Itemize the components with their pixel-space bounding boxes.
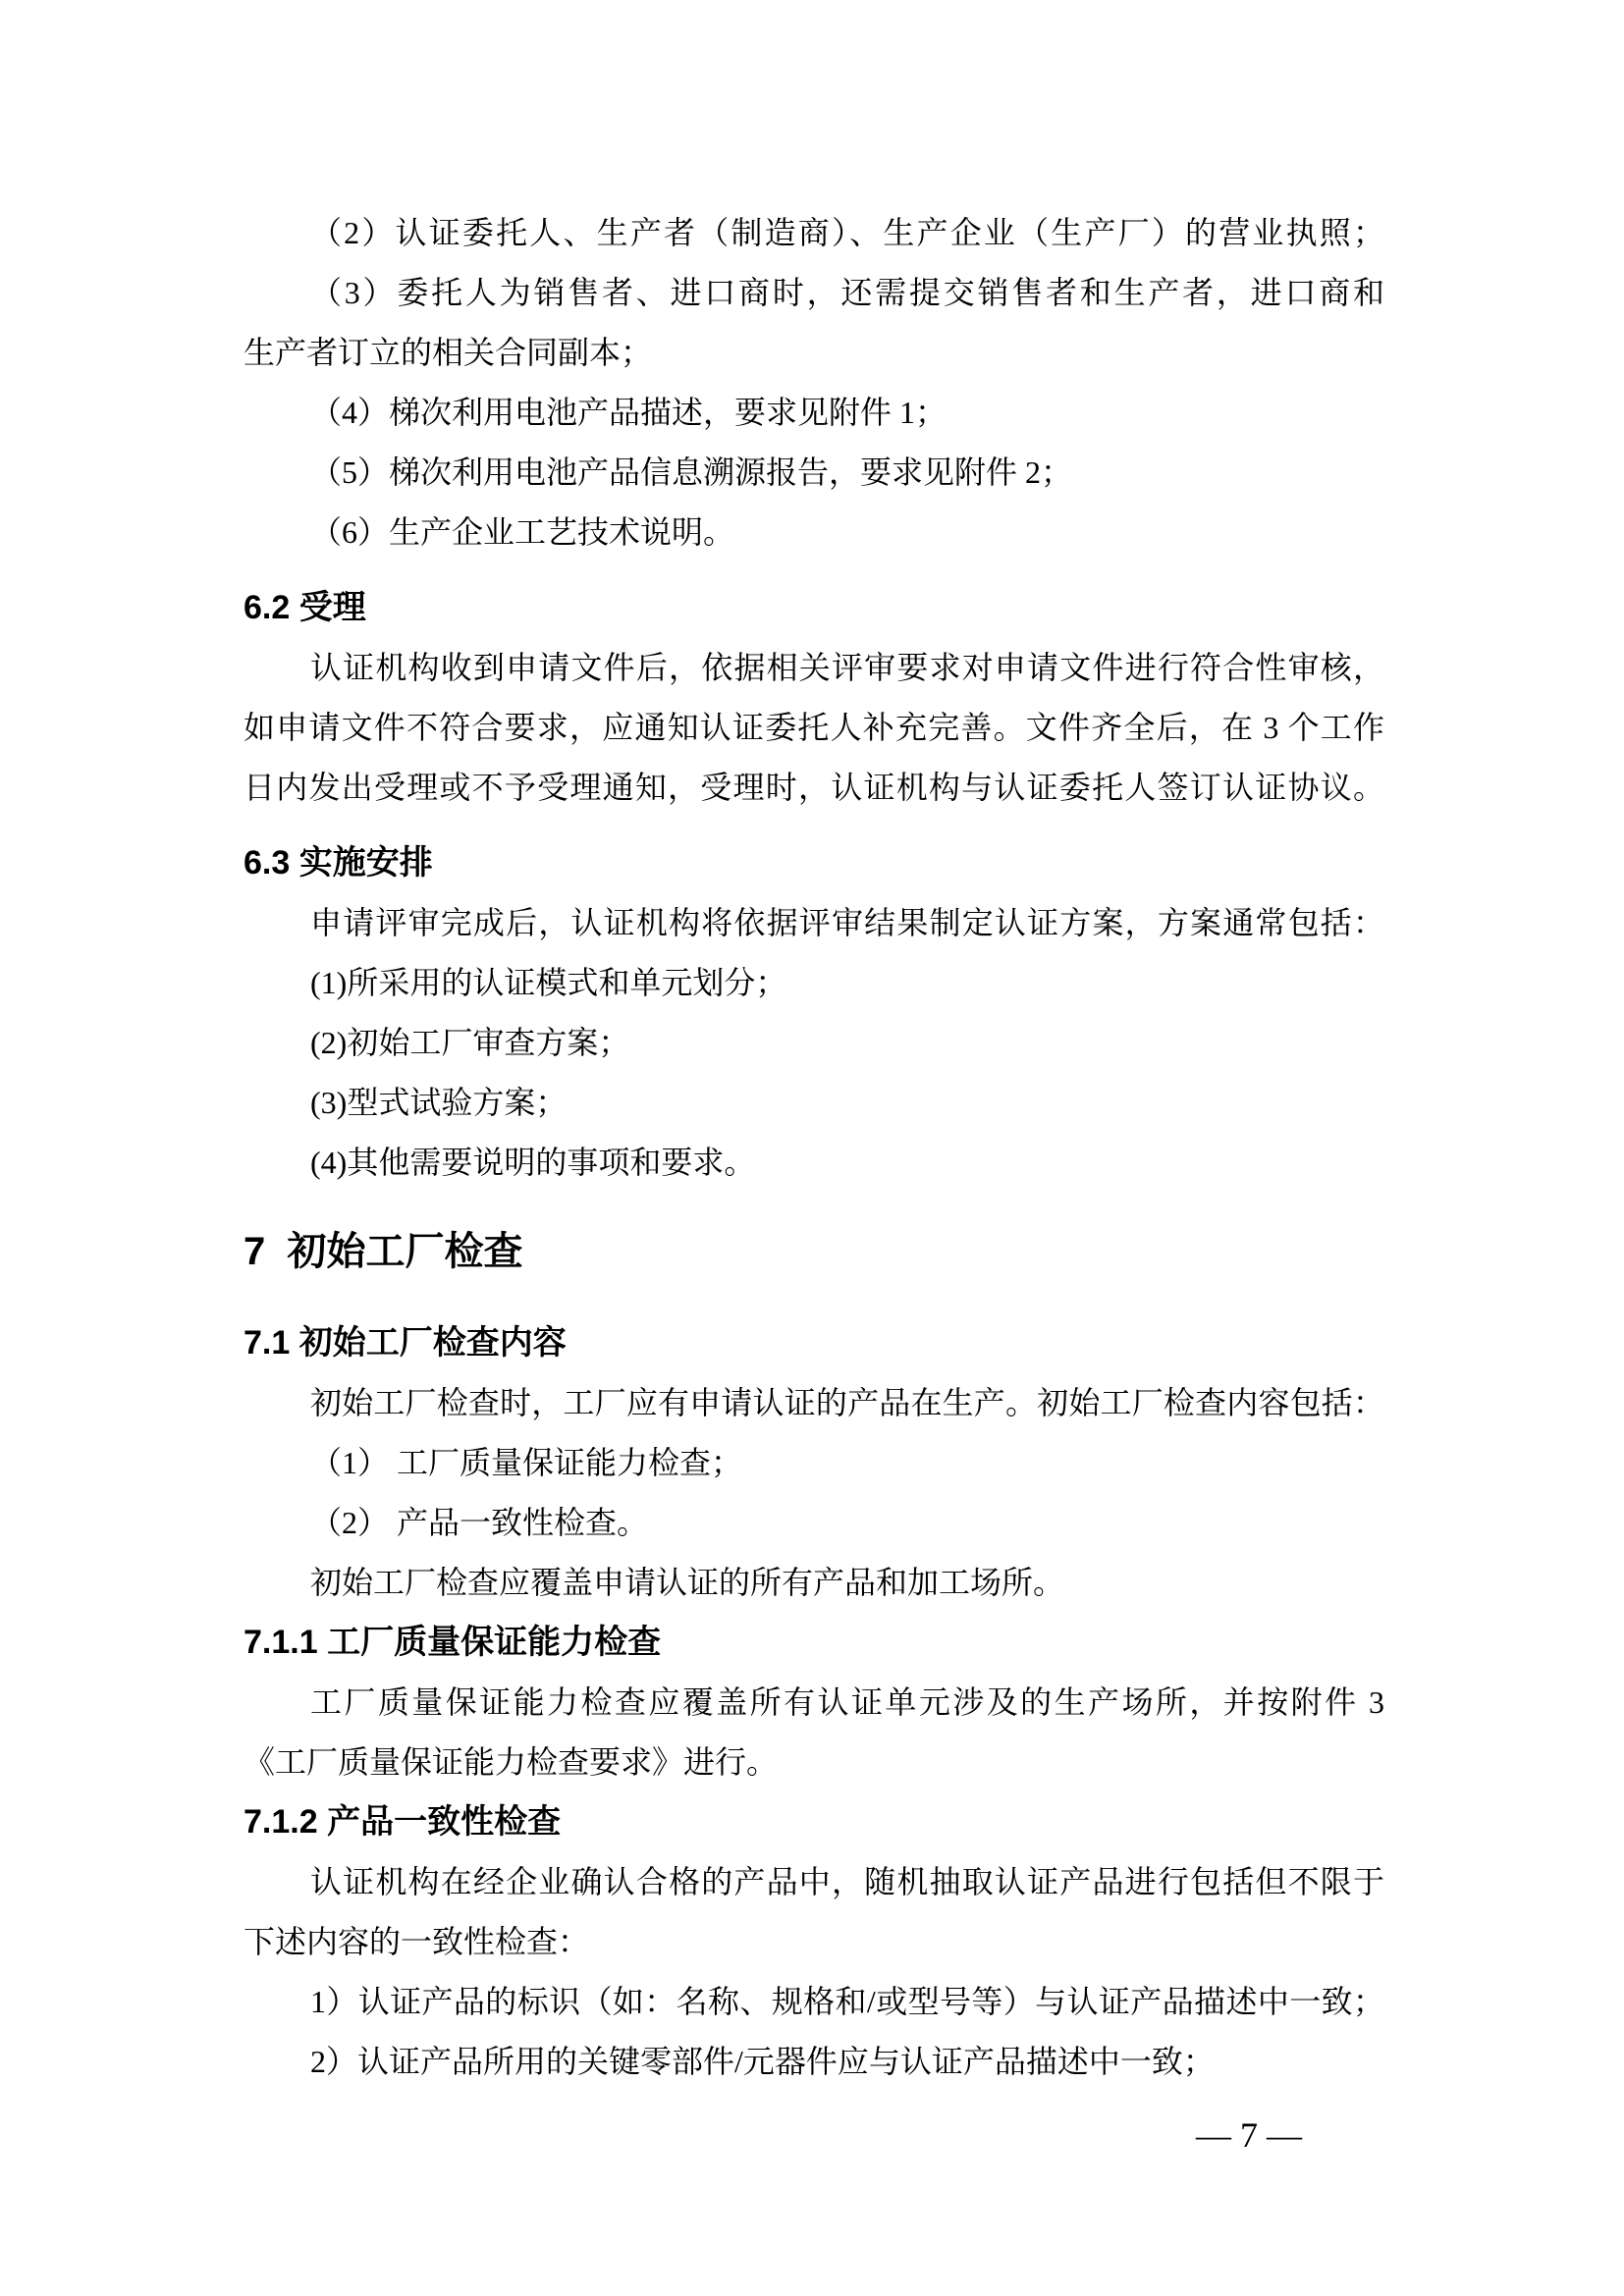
text-line: （1） 工厂质量保证能力检查； [310,1445,743,1480]
section-heading: 7.1.1 工厂质量保证能力检查 [244,1624,662,1661]
paragraph [244,203,1384,263]
paragraph [244,1553,1384,1613]
text-line: 下述内容的一致性检查： [244,1924,590,1959]
paragraph [244,638,1384,818]
section-heading: 7.1 初始工厂检查内容 [244,1324,567,1362]
text-line: 申请评审完成后，认证机构将依据评审结果制定认证方案，方案通常包括： [310,905,1384,940]
paragraph [244,503,1384,562]
text-line: 认证机构收到申请文件后，依据相关评审要求对申请文件进行符合性审核， [310,650,1384,685]
chapter-heading: 7 初始工厂检查 [244,1230,523,1273]
text-line: 工厂质量保证能力检查应覆盖所有认证单元涉及的生产场所，并按附件 3 [310,1684,1384,1720]
paragraph [244,263,1384,383]
text-line: 生产者订立的相关合同副本； [244,335,653,370]
text-line: 初始工厂检查应覆盖申请认证的所有产品和加工场所。 [310,1565,1065,1600]
text-line: 初始工厂检查时，工厂应有申请认证的产品在生产。初始工厂检查内容包括： [310,1385,1384,1420]
paragraph [244,2032,1384,2092]
text-line: (1)所采用的认证模式和单元划分； [310,965,787,1000]
section-heading: 7.1.2 产品一致性检查 [244,1803,562,1841]
text-line: 认证机构在经企业确认合格的产品中，随机抽取认证产品进行包括但不限于 [310,1864,1384,1899]
text-line: （2） 产品一致性检查。 [310,1505,649,1540]
page-number: — 7 — [1196,2115,1302,2155]
paragraph [244,1433,1384,1493]
text-line: 《工厂质量保证能力检查要求》进行。 [244,1744,779,1780]
paragraph [244,1972,1384,2032]
paragraph [244,1133,1384,1193]
text-line: 日内发出受理或不予受理通知，受理时，认证机构与认证委托人签订认证协议。 [244,770,1384,805]
text-line: （5）梯次利用电池产品信息溯源报告，要求见附件 2； [310,454,1073,490]
section-heading: 6.2 受理 [244,589,366,626]
text-line: (4)其他需要说明的事项和要求。 [310,1145,756,1180]
text-line: （4）梯次利用电池产品描述，要求见附件 1； [310,395,947,430]
paragraph [244,953,1384,1013]
paragraph [244,893,1384,953]
text-line: 1）认证产品的标识（如：名称、规格和/或型号等）与认证产品描述中一致； [310,1984,1384,2019]
text-line: 如申请文件不符合要求，应通知认证委托人补充完善。文件齐全后，在 3 个工作 [244,710,1384,745]
paragraph [244,443,1384,503]
paragraph [244,1673,1384,1792]
text-line: 2）认证产品所用的关键零部件/元器件应与认证产品描述中一致； [310,2044,1215,2079]
paragraph [244,1852,1384,1972]
paragraph [244,1493,1384,1553]
document-content [244,203,1384,2092]
text-line: （3）委托人为销售者、进口商时，还需提交销售者和生产者，进口商和 [310,275,1384,310]
text-line: (3)型式试验方案； [310,1085,568,1120]
paragraph [244,383,1384,443]
text-line: （6）生产企业工艺技术说明。 [310,514,735,550]
paragraph [244,1073,1384,1133]
paragraph [244,1013,1384,1073]
paragraph [244,1373,1384,1433]
text-line: （2）认证委托人、生产者（制造商）、生产企业（生产厂）的营业执照； [310,215,1384,250]
text-line: (2)初始工厂审查方案； [310,1025,630,1060]
section-heading: 6.3 实施安排 [244,844,433,881]
